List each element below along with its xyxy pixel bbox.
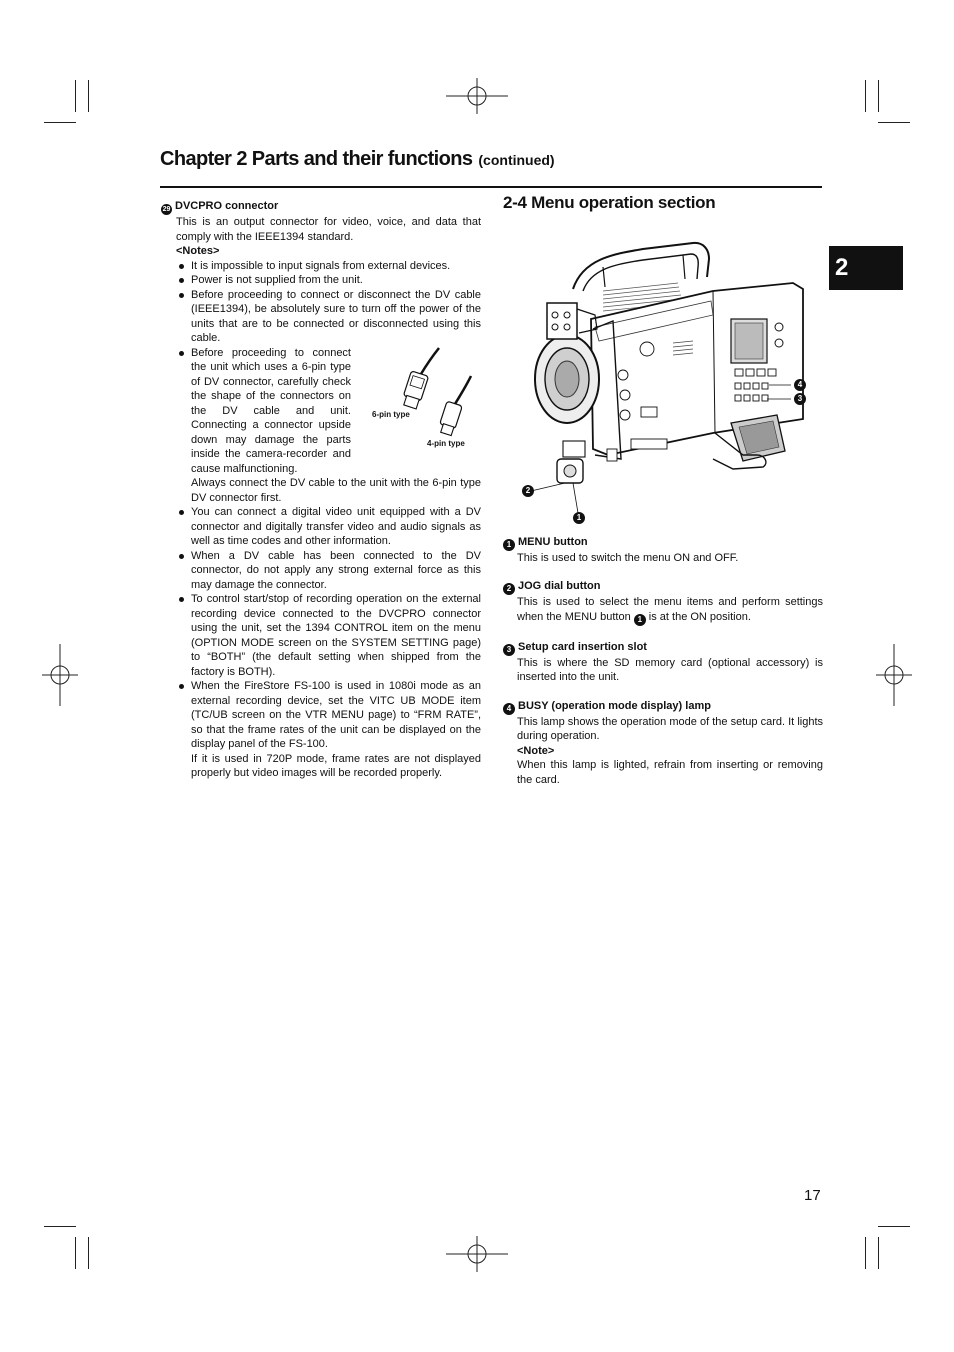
registration-mark [42,644,78,706]
crop-mark [44,1226,76,1227]
chapter-header [160,148,822,188]
list-item: Before proceeding to connect the unit which uses a 6-pin type of DV connector, carefully check the shape of the connectors on the DV cable and unit. Connecting a connector upside down may damage the parts inside the camera-recorder and cause malfunctioning. [176,346,351,477]
chapter-title: Chapter 2 Parts and their functions [160,148,473,170]
page-number: 17 [804,1187,821,1204]
jog-dial-description: This is used to select the menu items and perform settings when the MENU button 1 is at the ON position. [517,596,823,624]
dvcpro-item-heading [161,199,481,215]
list-item: To control start/stop of recording operation on the external recording device connected to the DVCPRO connector using the unit, set the 1394 CONTROL item on the menu (OPTION MODE screen on the SYSTEM SETTING page) to “BOTH” (the default setting when shipped from the factory is BOTH). [176,592,481,679]
item-descriptions [503,535,823,788]
right-column [503,193,823,787]
list-item: Power is not supplied from the unit. [176,273,481,288]
list-item: It is impossible to input signals from external devices. [176,259,481,274]
crop-mark [88,1237,89,1269]
crop-mark [88,80,89,112]
callout-1: 1 [573,512,585,524]
jog-dial-heading: 2 JOG dial button [503,579,823,595]
item-number-badge: 29 [162,206,171,213]
inline-ref-badge: 1 [634,614,646,626]
list-item: When a DV cable has been connected to the DV connector, do not apply any strong external force as this may damage the connector. [176,549,481,593]
notes-list [161,505,481,752]
item-title: DVCPRO connector [175,200,279,212]
busy-lamp-note: When this lamp is lighted, refrain from inserting or removing the card. [517,759,823,786]
setup-card-description: This is where the SD memory card (optional accessory) is inserted into the unit. [517,656,823,683]
continued-label: (continued) [478,152,555,168]
crop-mark [865,80,866,112]
crop-mark [44,122,76,123]
busy-lamp-description: This lamp shows the operation mode of the setup card. It lights during operation. [517,715,823,742]
list-item: You can connect a digital video unit equipped with a DV connector and digitally transfer video and audio signals as well as time codes and other information. [176,505,481,549]
item-number-badge: 4 [503,703,515,715]
crop-mark [878,80,879,112]
notes-list [161,346,351,477]
notes-label: <Notes> [176,245,220,257]
crop-mark [878,1237,879,1269]
connector-figure-row [161,346,481,477]
crop-mark [878,122,910,123]
notes-list [161,259,481,346]
section-title: 2-4 Menu operation section [503,193,716,212]
camera-illustration [503,219,823,529]
camera-recorder-drawing [503,219,823,529]
callout-3: 3 [794,393,806,405]
menu-button-description: This is used to switch the menu ON and OFF. [517,551,739,564]
menu-button-heading: 1 MENU button [503,535,823,551]
registration-mark [876,644,912,706]
connect-order-text: Always connect the DV cable to the unit with the 6-pin type DV connector first. [191,477,481,504]
dv-cable-illustration [369,346,481,451]
item-number-badge: 2 [503,583,515,595]
six-pin-label: 6-pin type [372,409,410,419]
callout-2: 2 [522,485,534,497]
busy-lamp-heading: 4 BUSY (operation mode display) lamp [503,699,823,715]
registration-mark [446,78,508,114]
chapter-tab: 2 [829,246,903,290]
item-intro: This is an output connector for video, voice, and data that comply with the IEEE1394 standard. [176,216,481,243]
item-number-badge: 1 [503,539,515,551]
note-label: <Note> [517,744,555,757]
left-column [161,199,481,781]
setup-card-heading: 3 Setup card insertion slot [503,640,823,656]
crop-mark [75,1237,76,1269]
crop-mark [865,1237,866,1269]
crop-mark [878,1226,910,1227]
item-number-badge: 3 [503,644,515,656]
list-item: Before proceeding to connect or disconnect the DV cable (IEEE1394), be absolutely sure to turn off the power of the units that are to be connected or disconnected using this cable. [176,288,481,346]
callout-4: 4 [794,379,806,391]
720p-note: If it is used in 720P mode, frame rates are not displayed properly but video images will be recorded properly. [191,752,481,779]
crop-mark [75,80,76,112]
four-pin-label: 4-pin type [427,438,465,448]
registration-mark [446,1236,508,1272]
list-item: When the FireStore FS-100 is used in 1080i mode as an external recording device, set the VITC UB MODE item (TC/UB screen on the VTR MENU page) to “FRM RATE”, so that the frame rates of the unit can be displayed on the display panel of the FS-100. [176,679,481,752]
dv-connector-drawing [369,346,481,451]
